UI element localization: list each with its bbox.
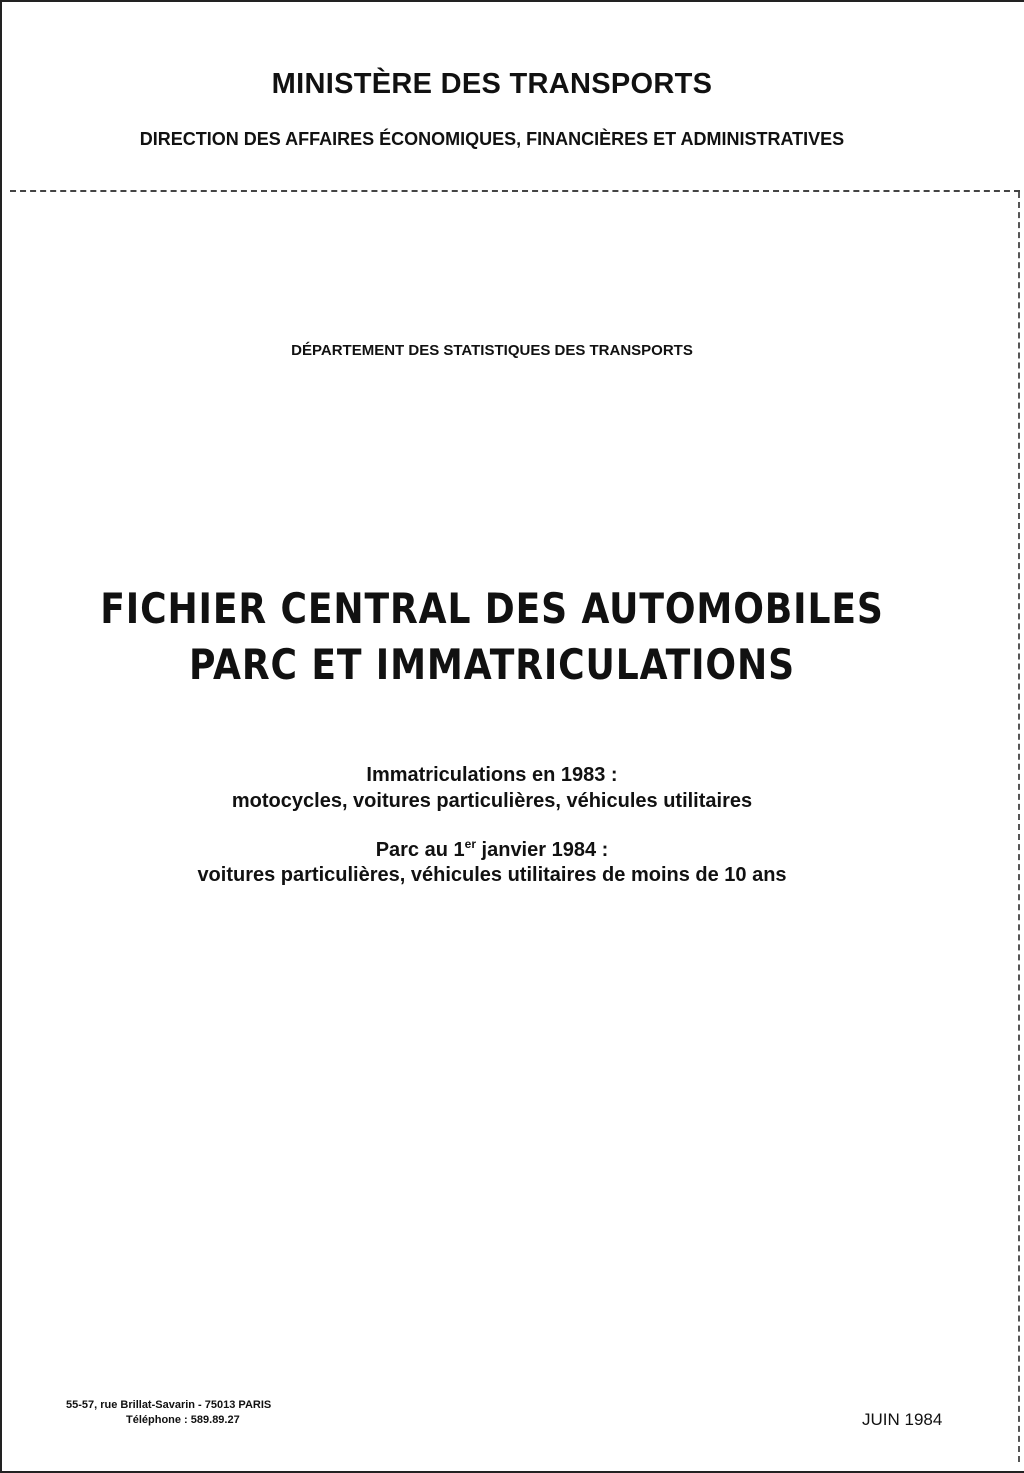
ministry-name: MINISTÈRE DES TRANSPORTS [271,68,713,100]
separator-line [10,190,1020,192]
publication-date: JUIN 1984 [862,1410,943,1429]
department-name: DÉPARTEMENT DES STATISTIQUES DES TRANSPORTS [291,342,693,359]
direction-name: DIRECTION DES AFFAIRES ÉCONOMIQUES, FINANCIÈRES ET ADMINISTRATIVES [139,129,845,149]
footer-telephone: Téléphone : 589.89.27 [126,1414,240,1426]
fleet-heading-prefix: Parc au 1 [375,839,465,861]
title-line-1: FICHIER CENTRAL DES AUTOMOBILES [100,584,884,633]
fleet-detail: voitures particulières, véhicules utilitaires de moins de 10 ans [197,864,787,886]
footer-address: 55-57, rue Brillat-Savarin - 75013 PARIS [66,1399,272,1411]
title-line-2: PARC ET IMMATRICULATIONS [189,640,795,689]
fleet-heading-sup: er [464,837,476,851]
fleet-heading [2,837,982,862]
scan-edge [1016,192,1020,1462]
registrations-heading: Immatriculations en 1983 : [366,764,618,786]
registrations-detail: motocycles, voitures particulières, véhicules utilitaires [231,790,753,812]
footer-address-block [66,1398,271,1428]
fleet-heading-suffix: janvier 1984 : [475,839,609,861]
